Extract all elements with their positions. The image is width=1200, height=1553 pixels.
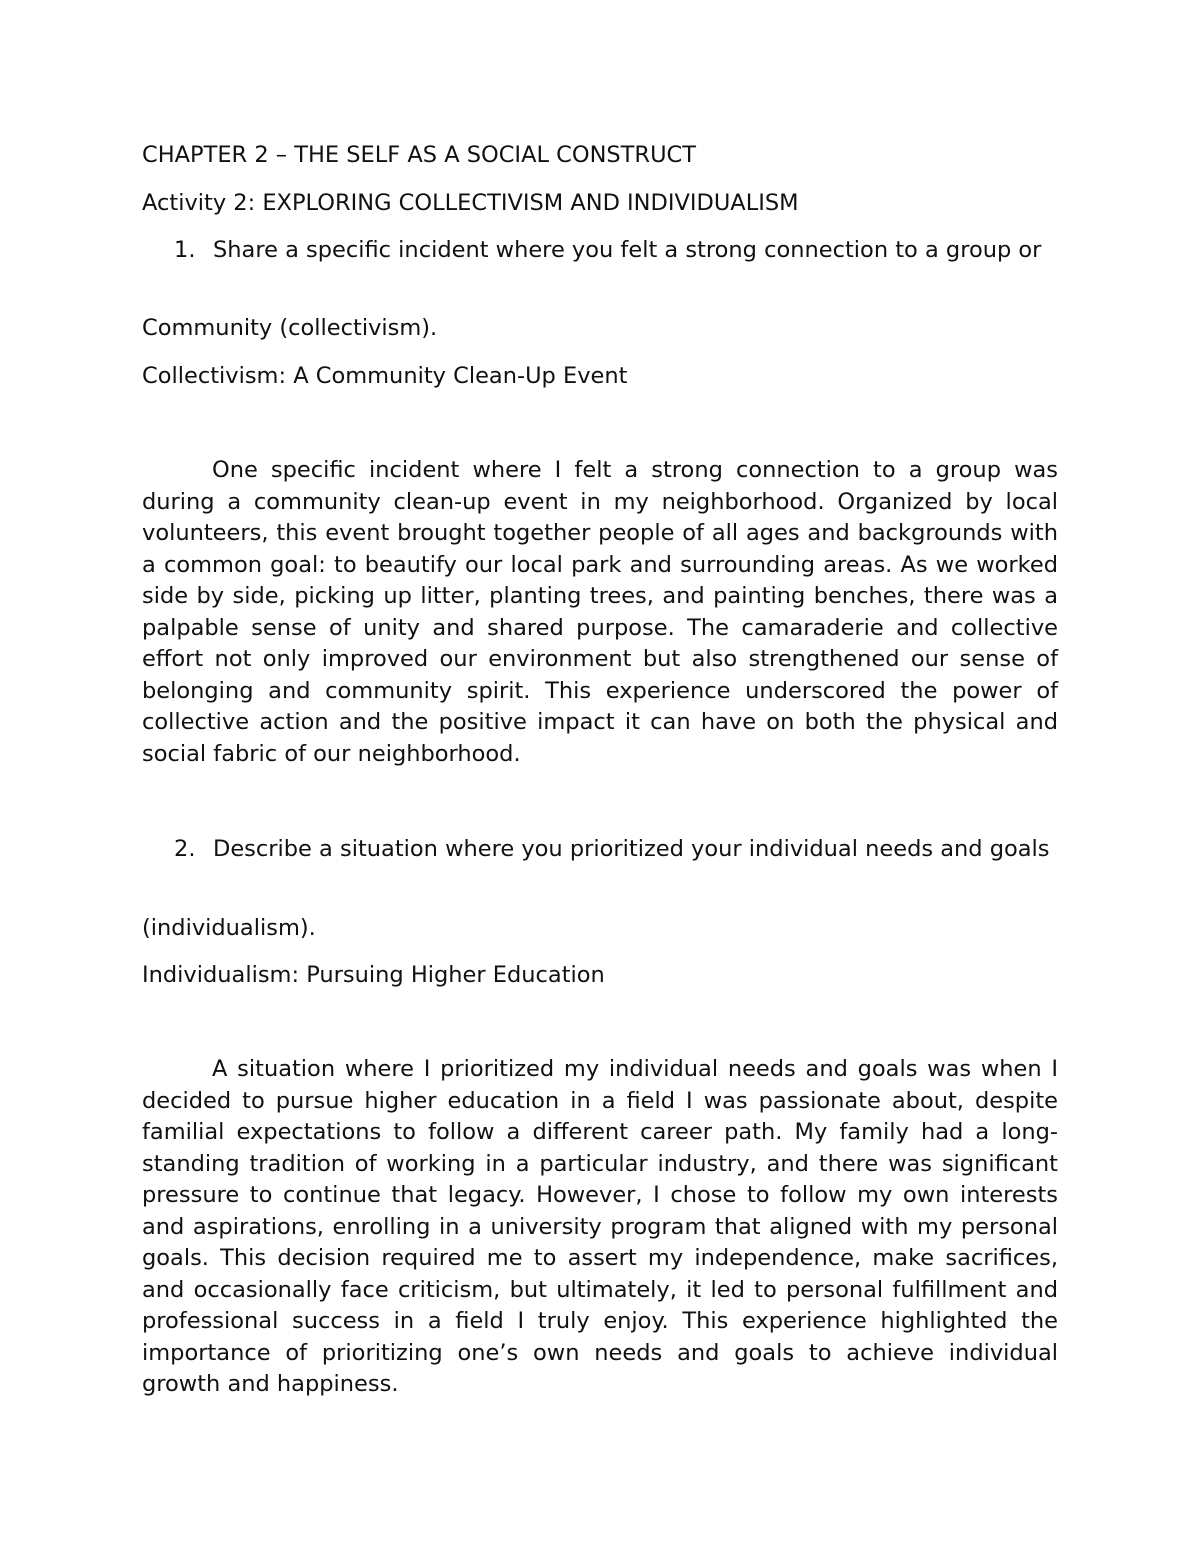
activity-title: Activity 2: EXPLORING COLLECTIVISM AND INDIVIDUALISM	[142, 190, 799, 216]
question-1-text: Share a specific incident where you felt a strong connection to a group or	[213, 237, 1042, 263]
question-2-continuation: (individualism).	[142, 915, 316, 941]
question-1	[174, 235, 1058, 266]
question-2-number: 2.	[174, 836, 196, 862]
question-1-number: 1.	[174, 237, 196, 263]
section-1-paragraph: One specific incident where I felt a strong connection to a group was during a community clean-up event in my neighborhood. Organized by local volunteers, this event brought together people of all ages and backgrounds with a common goal: to beautify our local park and surrounding areas. As we worked side by side, picking up litter, planting trees, and painting benches, there was a palpable sense of unity and shared purpose. The camaraderie and collective effort not only improved our environment but also strengthened our sense of belonging and community spirit. This experience underscored the power of collective action and the positive impact it can have on both the physical and social fabric of our neighborhood.	[142, 457, 1058, 767]
question-2-text: Describe a situation where you prioritized your individual needs and goals	[213, 836, 1050, 862]
chapter-title: CHAPTER 2 – THE SELF AS A SOCIAL CONSTRUCT	[142, 142, 696, 168]
question-2	[174, 834, 1058, 865]
section-2-paragraph: A situation where I prioritized my individual needs and goals was when I decided to pursue higher education in a field I was passionate about, despite familial expectations to follow a different career path. My family had a long-standing tradition of working in a particular industry, and there was significant pressure to continue that legacy. However, I chose to follow my own interests and aspirations, enrolling in a university program that aligned with my personal goals. This decision required me to assert my independence, make sacrifices, and occasionally face criticism, but ultimately, it led to personal fulfillment and professional success in a field I truly enjoy. This experience highlighted the importance of prioritizing one’s own needs and goals to achieve individual growth and happiness.	[142, 1056, 1058, 1397]
question-1-continuation: Community (collectivism).	[142, 315, 438, 341]
section-1-heading: Collectivism: A Community Clean-Up Event	[142, 363, 628, 389]
section-2-heading: Individualism: Pursuing Higher Education	[142, 962, 605, 988]
